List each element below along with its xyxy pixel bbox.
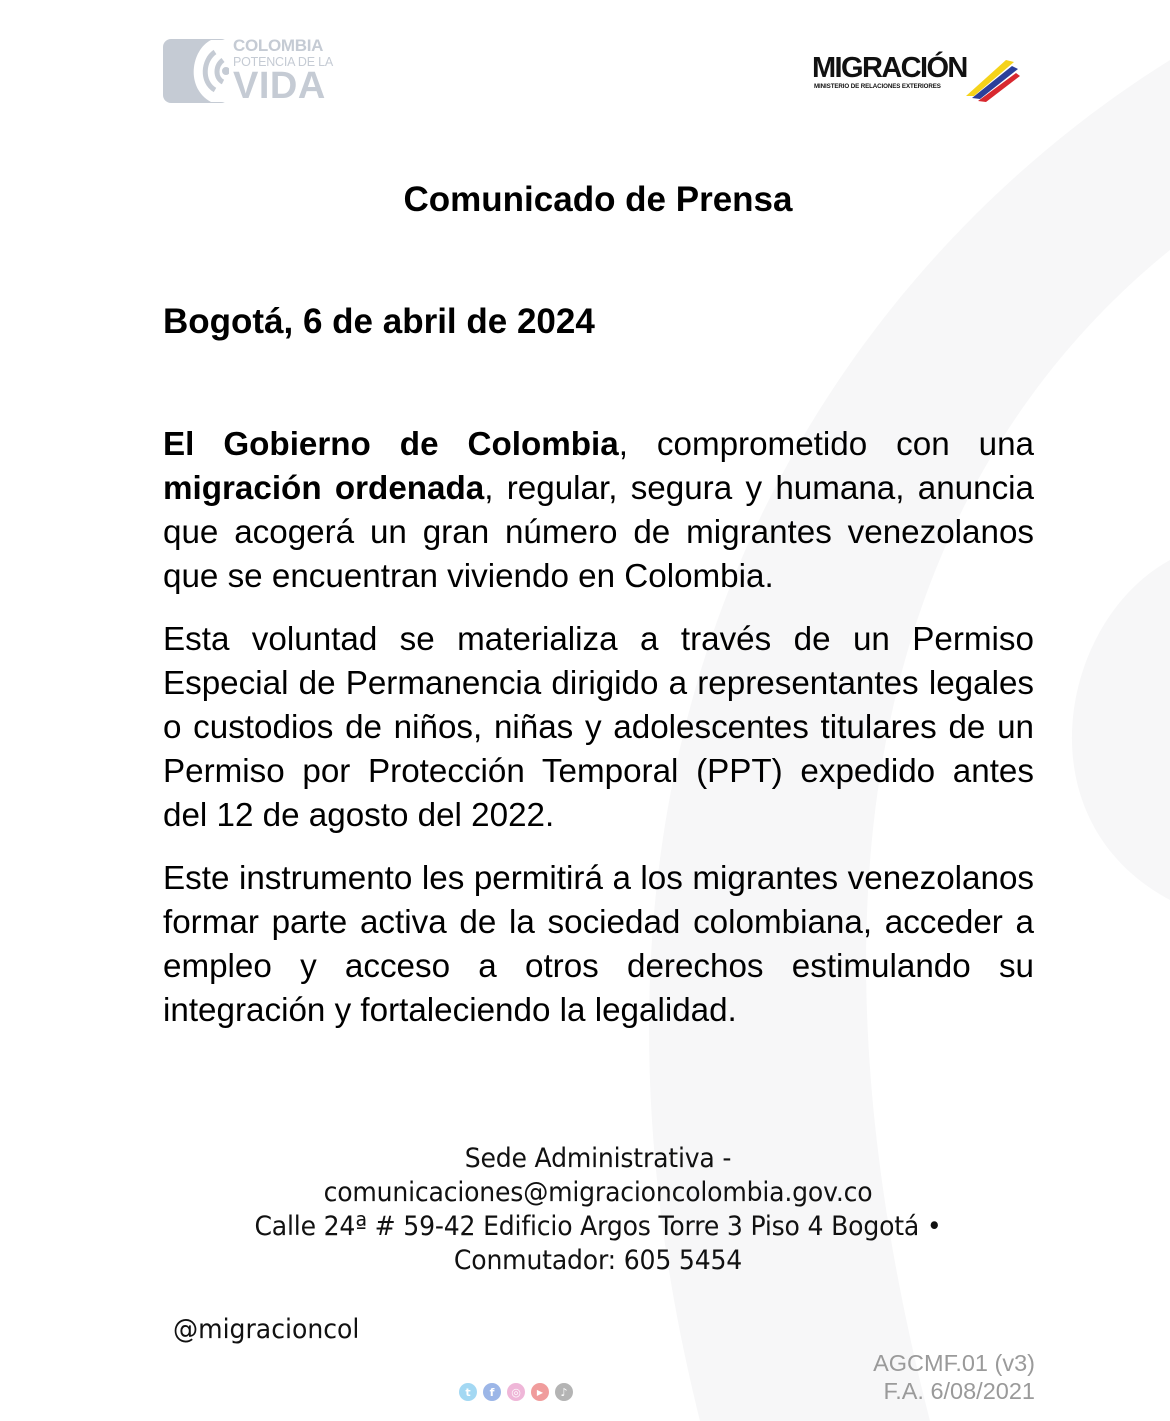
colombia-potencia-de-la-vida-logo bbox=[163, 35, 363, 108]
footer-email-link[interactable]: comunicaciones@migracioncolombia.gov.co bbox=[323, 1177, 873, 1208]
logo-line-vida: VIDA bbox=[233, 65, 326, 108]
footer-contact bbox=[42, 1142, 1154, 1278]
colombia-logo-icon bbox=[163, 38, 229, 104]
logo-line-potencia: POTENCIA DE LA bbox=[233, 54, 334, 69]
document-title: Comunicado de Prensa bbox=[403, 180, 793, 219]
form-date: F.A. 6/08/2021 bbox=[883, 1378, 1035, 1404]
dateline: Bogotá, 6 de abril de 2024 bbox=[163, 302, 595, 341]
paragraph-2 bbox=[163, 618, 1034, 838]
paragraph-1 bbox=[163, 423, 1034, 599]
twitter-icon[interactable]: t bbox=[459, 1383, 477, 1401]
footer-line-sede: Sede Administrativa - bbox=[464, 1143, 732, 1174]
logo-ministerio-subtitle: MINISTERIO DE RELACIONES EXTERIORES bbox=[814, 83, 941, 90]
footer-phone: Conmutador: 605 5454 bbox=[453, 1245, 743, 1276]
logo-line-colombia: COLOMBIA bbox=[233, 35, 324, 55]
migracion-colombia-logo bbox=[812, 54, 1022, 104]
youtube-icon[interactable]: ▶ bbox=[531, 1383, 549, 1401]
paragraph-text: , regular, segura y humana, anuncia que acogerá un gran número de migrantes venezolanos que se encuentran viviendo en Colombia. bbox=[163, 470, 1034, 595]
paragraph-text: , comprometido con una bbox=[618, 426, 1034, 463]
form-code-block bbox=[840, 1349, 1035, 1405]
facebook-icon[interactable]: f bbox=[483, 1383, 501, 1401]
colombia-flag-swoosh-icon bbox=[962, 56, 1022, 102]
paragraph-text: Este instrumento les permitirá a los migrantes venezolanos formar parte activa de la sociedad colombiana, acceder a empleo y acceso a otros derechos estimulando su integración y fortaleciendo la legalidad. bbox=[163, 860, 1034, 1029]
emphasis-gobierno: El Gobierno de Colombia bbox=[163, 426, 619, 463]
logo-migracion-name: MIGRACIÓN bbox=[812, 52, 967, 84]
paragraph-3 bbox=[163, 857, 1034, 1033]
emphasis-migracion-ordenada: migración ordenada bbox=[163, 470, 485, 507]
footer-address: Calle 24ª # 59-42 Edificio Argos Torre 3 Piso 4 Bogotá • bbox=[254, 1211, 942, 1242]
tiktok-icon[interactable]: ♪ bbox=[555, 1383, 573, 1401]
instagram-icon[interactable]: ◎ bbox=[507, 1383, 525, 1401]
social-handle[interactable]: @migracioncol bbox=[173, 1314, 360, 1345]
paragraph-text: Esta voluntad se materializa a través de un Permiso Especial de Permanencia dirigido a representantes legales o custodios de niños, niñas y adolescentes titulares de un Permiso por Protección Temporal (PPT) expedido antes del 12 de agosto del 2022. bbox=[163, 621, 1034, 834]
social-icons bbox=[459, 1383, 573, 1401]
form-code: AGCMF.01 (v3) bbox=[873, 1350, 1035, 1376]
press-release-body bbox=[163, 423, 1034, 1052]
